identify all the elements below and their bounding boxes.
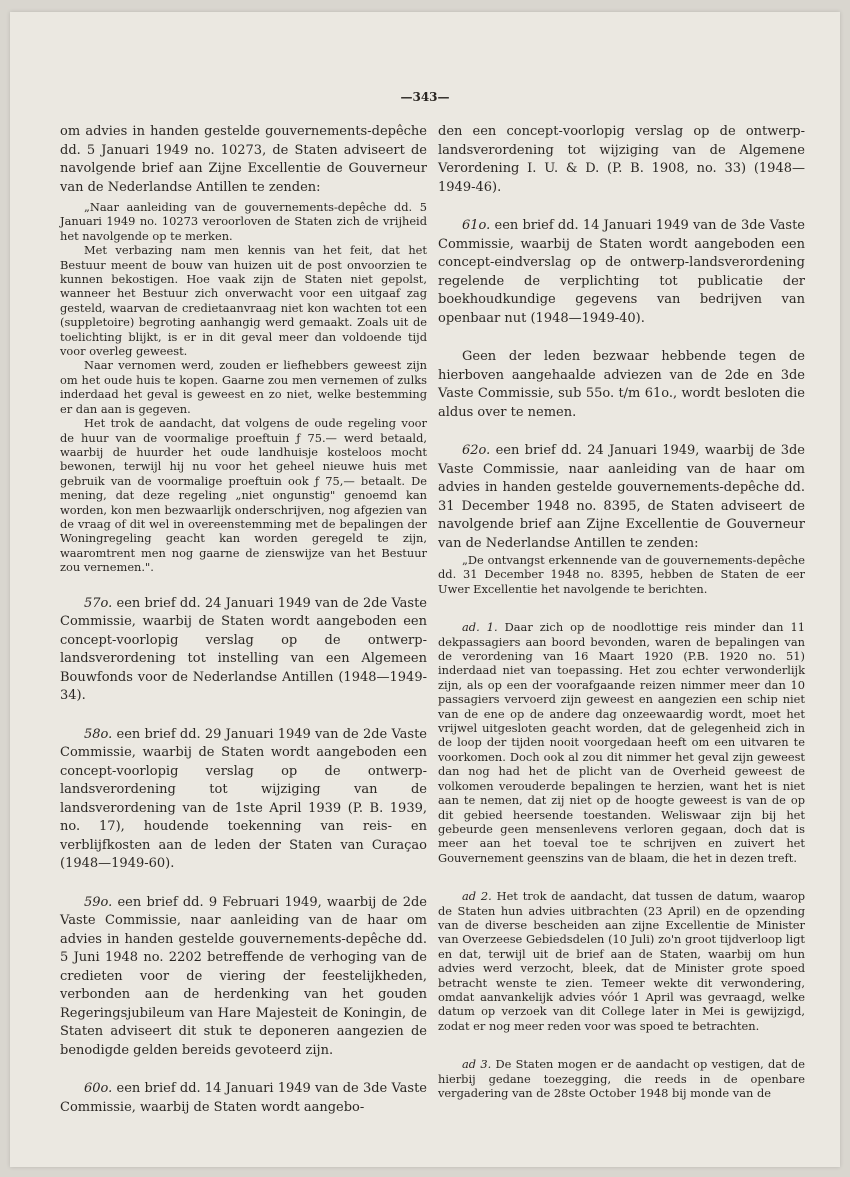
quote-paragraph: „Naar aanleiding van de gouvernements-depêche dd. 5 Januari 1949 no. 10273 veroorloven de Staten zich de vrijheid het navolgende op te merken. <box>60 200 427 243</box>
right-column <box>438 123 805 1100</box>
ad-3-paragraph <box>438 1057 805 1100</box>
item-61 <box>438 217 805 328</box>
left-column <box>60 123 427 1117</box>
ad-text: De Staten mogen er de aandacht op vestigen, dat de hierbij gedane toezegging, die reeds in de openbare vergadering van de 28ste October 1948 bij monde van de <box>438 1057 805 1100</box>
item-60 <box>60 1080 427 1117</box>
item-text: een brief dd. 9 Februari 1949, waarbij de 2de Vaste Commissie, naar aanleiding van de haar om advies in handen gestelde gouvernements-depêche dd. 5 Juni 1948 no. 2202 betreffende de verhoging van de credieten voor de viering der feestelijkheden, verbonden aan de herdenking van het gouden Regeringsjubileum van Hare Majesteit de Koningin, de Staten adviseert dit stuk te deponeren aangezien de benodigde gelden bereids gevoteerd zijn. <box>60 894 427 1058</box>
ad-label: ad 3. <box>462 1057 492 1072</box>
ad-text: Daar zich op de noodlottige reis minder dan 11 dekpassagiers aan boord bevonden, waren de bepalingen van de verordening van 16 Maart 1920 (P.B. 1920 no. 51) inderdaad niet van toepassing. Het zou echter verwonderlijk zijn, als op een der voorafgaande reizen nimmer meer dan 10 passagiers vervoerd zijn geweest en aangezien een schip niet van de ene op de andere dag onzeewaardig wordt, moet het vrijwel uitgesloten geacht worden, dat de gelegenheid zich in de loop der tijden nooit voorgedaan heeft om een uitvaren te voorkomen. Doch ook al zou dit nimmer het geval zijn geweest dan nog had het de plicht van de Overheid geweest de volkomen verouderde bepalingen te herzien, want het is niet aan te nemen, dat zij niet op de hoogte geweest is van de op dit gebied heersende toestanden. Weliswaar zijn bij het gebeurde geen mensenlevens verloren gegaan, doch dat is meer aan het toeval toe te schrijven en zuivert het Gouvernement geenszins van de blaam, die het in dezen treft. <box>438 620 805 865</box>
page-number: —343— <box>400 90 450 104</box>
item-text: een brief dd. 29 Januari 1949 van de 2de Vaste Commissie, waarbij de Staten wordt aangeboden een concept-voorlopig verslag op de ontwerp-landsverordening tot wijziging van de landsverordening van de 1ste April 1939 (P. B. 1939, no. 17), houdende toekenning van reis- en verblijfkosten aan de leden der Staten van Curaçao (1948—1949-60). <box>60 726 427 872</box>
decision-paragraph: Geen der leden bezwaar hebbende tegen de hierboven aangehaalde adviezen van de 2de en 3de Vaste Commissie, sub 55o. t/m 61o., wordt besloten die aldus over te nemen. <box>438 349 805 420</box>
paragraph-intro: om advies in handen gestelde gouvernements-depêche dd. 5 Januari 1949 no. 10273, de Staten adviseert de navolgende brief aan Zijne Excellentie de Gouverneur van de Nederlandse Antillen te zenden: <box>60 124 427 195</box>
item-number: 62o. <box>462 443 491 458</box>
ad-label: ad 2. <box>462 889 492 904</box>
item-text: een brief dd. 14 Januari 1949 van de 3de Vaste Commissie, waarbij de Staten wordt aangebo- <box>60 1081 427 1115</box>
ad-label: ad. 1. <box>462 620 498 635</box>
ad-1-paragraph <box>438 620 805 865</box>
ad-text: Het trok de aandacht, dat tussen de datum, waarop de Staten hun advies uitbrachten (23 April) en de opzending van de diverse bescheiden aan zijne Excellentie de Minister van Overzeese Gebiedsdelen (10 Juli) zo'n groot tijdverloop ligt en dat, terwijl uit de brief aan de Staten, waarbij om hun advies werd verzocht, bleek, dat de Minister grote spoed betracht wenste te zien. Temeer wekte dit verwondering, omdat aanvankelijk advies vóór 1 April was gevraagd, welke datum op verzoek van dit College later in Mei is gewijzigd, zodat er nog meer reden voor was spoed te betrachten. <box>438 889 805 1033</box>
quote-paragraph: Met verbazing nam men kennis van het feit, dat het Bestuur meent de bouw van huizen uit de post onvoorzien te kunnen bekostigen. Hoe vaak zijn de Staten niet gepolst, wanneer het Bestuur zich onverwacht voor een uitgaaf zag gesteld, waarvan de credietaanvraag niet kon wachten tot een (suppletoire) begroting aanhangig werd gemaakt. Zoals uit de toelichting blijkt, is er in dit geval meer dan voldoende tijd voor overleg geweest. <box>60 243 427 359</box>
item-number: 60o. <box>84 1081 113 1097</box>
item-number: 61o. <box>462 218 491 233</box>
ad-2-paragraph <box>438 889 805 1033</box>
quote-paragraph: Het trok de aandacht, dat volgens de oude regeling voor de huur van de voormalige proeftuin ƒ 75.— werd betaald, waarbij de huurder het oude landhuisje kosteloos mocht bewonen, terwijl hij nu voor het geheel nieuwe huis met gebruik van de voormalige proeftuin ook ƒ 75,— betaalt. De mening, dat deze regeling „niet ongunstig" genoemd kan worden, kon men bezwaarlijk onderschrijven, nog afgezien van de vraag of dit wel in overeenstemming met de bepalingen der Woningregeling geacht kan worden geregeld te zijn, waaromtrent men nog gaarne de zienswijze van het Bestuur zou vernemen.". <box>60 416 427 575</box>
quote-paragraph: Naar vernomen werd, zouden er liefhebbers geweest zijn om het oude huis te kopen. Gaarne zou men vernemen of zulks inderdaad het geval is geweest en zo niet, welke bestemming er dan aan is gegeven. <box>60 358 427 416</box>
item-57 <box>60 595 427 706</box>
item-text: een brief dd. 14 Januari 1949 van de 3de Vaste Commissie, waarbij de Staten wordt aangeboden een concept-eindverslag op de ontwerp-landsverordening regelende de verplichting tot publicatie der boekhoudkundige gegevens van bedrijven van openbaar nut (1948—1949-40). <box>438 218 805 326</box>
item-59 <box>60 894 427 1061</box>
item-number: 57o. <box>84 595 113 611</box>
item-60-continued: den een concept-voorlopig verslag op de ontwerp-landsverordening tot wijziging van de Algemene Verordening I. U. & D. (P. B. 1908, no. 33) (1948—1949-46). <box>438 124 805 195</box>
item-text: een brief dd. 24 Januari 1949 van de 2de Vaste Commissie, waarbij de Staten wordt aangeboden een concept-voorlopig verslag op de ontwerp-landsverordening tot instelling van een Algemeen Bouwfonds voor de Nederlandse Antillen (1948—1949-34). <box>60 595 427 704</box>
item-58 <box>60 726 427 874</box>
item-number: 59o. <box>84 894 113 910</box>
quote-paragraph: „De ontvangst erkennende van de gouvernements-depêche dd. 31 December 1948 no. 8395, hebben de Staten de eer Uwer Excellentie het navolgende te berichten. <box>438 553 805 596</box>
item-text: een brief dd. 24 Januari 1949, waarbij de 3de Vaste Commissie, naar aanleiding van de haar om advies in handen gestelde gouvernements-depêche dd. 31 December 1948 no. 8395, de Staten adviseert de navolgende brief aan Zijne Excellentie de Gouverneur van de Nederlandse Antillen te zenden: <box>438 443 805 551</box>
item-number: 58o. <box>84 726 113 742</box>
item-62 <box>438 442 805 553</box>
